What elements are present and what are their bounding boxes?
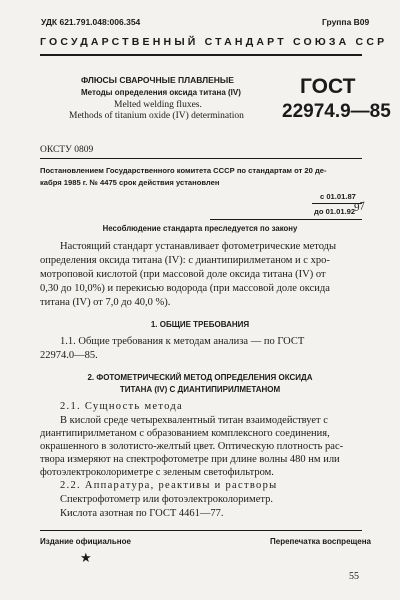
s21-line-1: В кислой среде четырехвалентный титан взаимодействует с bbox=[60, 415, 328, 426]
decree-rule bbox=[210, 219, 362, 220]
gost-number: 22974.9—85 bbox=[282, 101, 391, 122]
title-en-line2: Methods of titanium oxide (IV) determination bbox=[69, 111, 244, 121]
section1-heading: 1. ОБЩИЕ ТРЕБОВАНИЯ bbox=[150, 320, 250, 329]
section1-paragraph-line2: 22974.0—85. bbox=[40, 350, 98, 361]
footer-rule bbox=[40, 530, 362, 531]
subsection-2-2-title: 2.2. Аппаратура, реактивы и растворы bbox=[60, 480, 278, 491]
subsection-2-1-title: 2.1. Сущность метода bbox=[60, 401, 183, 412]
banner-rule bbox=[40, 54, 362, 56]
s21-line-2: диантипирилметаном с образованием комплексного соединения, bbox=[40, 428, 330, 439]
state-standard-banner: ГОСУДАРСТВЕННЫЙ СТАНДАРТ СОЮЗА ССР bbox=[40, 36, 388, 48]
title-ru-line2: Методы определения оксида титана (IV) bbox=[81, 88, 241, 97]
intro-line-3: мотроповой кислотой (при массовой доле оксида титана (IV) от bbox=[40, 269, 326, 280]
section2-heading-line1: 2. ФОТОМЕТРИЧЕСКИЙ МЕТОД ОПРЕДЕЛЕНИЯ ОКСИДА bbox=[87, 373, 313, 382]
s21-line-4: твора измеряют на спектрофотометре при длине волны 480 нм или bbox=[40, 454, 340, 465]
intro-line-2: определения оксида титана (IV): с диантипирилметаном и с хро- bbox=[40, 255, 330, 266]
s21-line-5: фотоэлектроколориметре с зеленым светофильтром. bbox=[40, 467, 274, 478]
okstu-code: ОКСТУ 0809 bbox=[40, 145, 94, 155]
date-from: с 01.01.87 bbox=[320, 192, 356, 201]
title-ru-line1: ФЛЮСЫ СВАРОЧНЫЕ ПЛАВЛЕНЫЕ bbox=[81, 75, 234, 85]
title-rule bbox=[40, 158, 362, 159]
decree-line2: кабря 1985 г. № 4475 срок действия установлен bbox=[40, 178, 220, 187]
group-code: Группа В09 bbox=[322, 17, 370, 27]
intro-line-1: Настоящий стандарт устанавливает фотометрические методы bbox=[60, 241, 337, 252]
udk-code: УДК 621.791.048:006.354 bbox=[41, 17, 141, 27]
section1-paragraph-line1: 1.1. Общие требования к методам анализа — по ГОСТ bbox=[60, 336, 305, 347]
page-number: 55 bbox=[349, 571, 359, 582]
official-edition: Издание официальное bbox=[40, 537, 131, 546]
date-to: до 01.01.92 bbox=[314, 207, 356, 216]
gost-label: ГОСТ bbox=[300, 75, 356, 98]
intro-line-5: титана (IV) от 7,0 до 40,0 %). bbox=[40, 297, 171, 308]
title-en-line1: Melted welding fluxes. bbox=[114, 100, 202, 110]
intro-line-4: 0,30 до 10,0%) и перекисью водорода (при массовой доле оксида bbox=[40, 283, 330, 294]
s21-line-3: окрашенного в золотисто-желтый цвет. Оптическую плотность рас- bbox=[40, 441, 344, 452]
section2-heading-line2: ТИТАНА (IV) С ДИАНТИПИРИЛМЕТАНОМ bbox=[119, 385, 281, 394]
star-icon: ★ bbox=[80, 550, 92, 565]
s22-line-1: Спектрофотометр или фотоэлектроколориметр. bbox=[60, 494, 273, 505]
handwritten-correction: 97 bbox=[352, 199, 367, 215]
legal-warning: Несоблюдение стандарта преследуется по закону bbox=[102, 224, 298, 233]
reprint-prohibited: Перепечатка воспрещена bbox=[270, 537, 371, 546]
s22-line-2: Кислота азотная по ГОСТ 4461—77. bbox=[60, 508, 224, 519]
decree-line1: Постановлением Государственного комитета СССР по стандартам от 20 де- bbox=[40, 166, 327, 175]
